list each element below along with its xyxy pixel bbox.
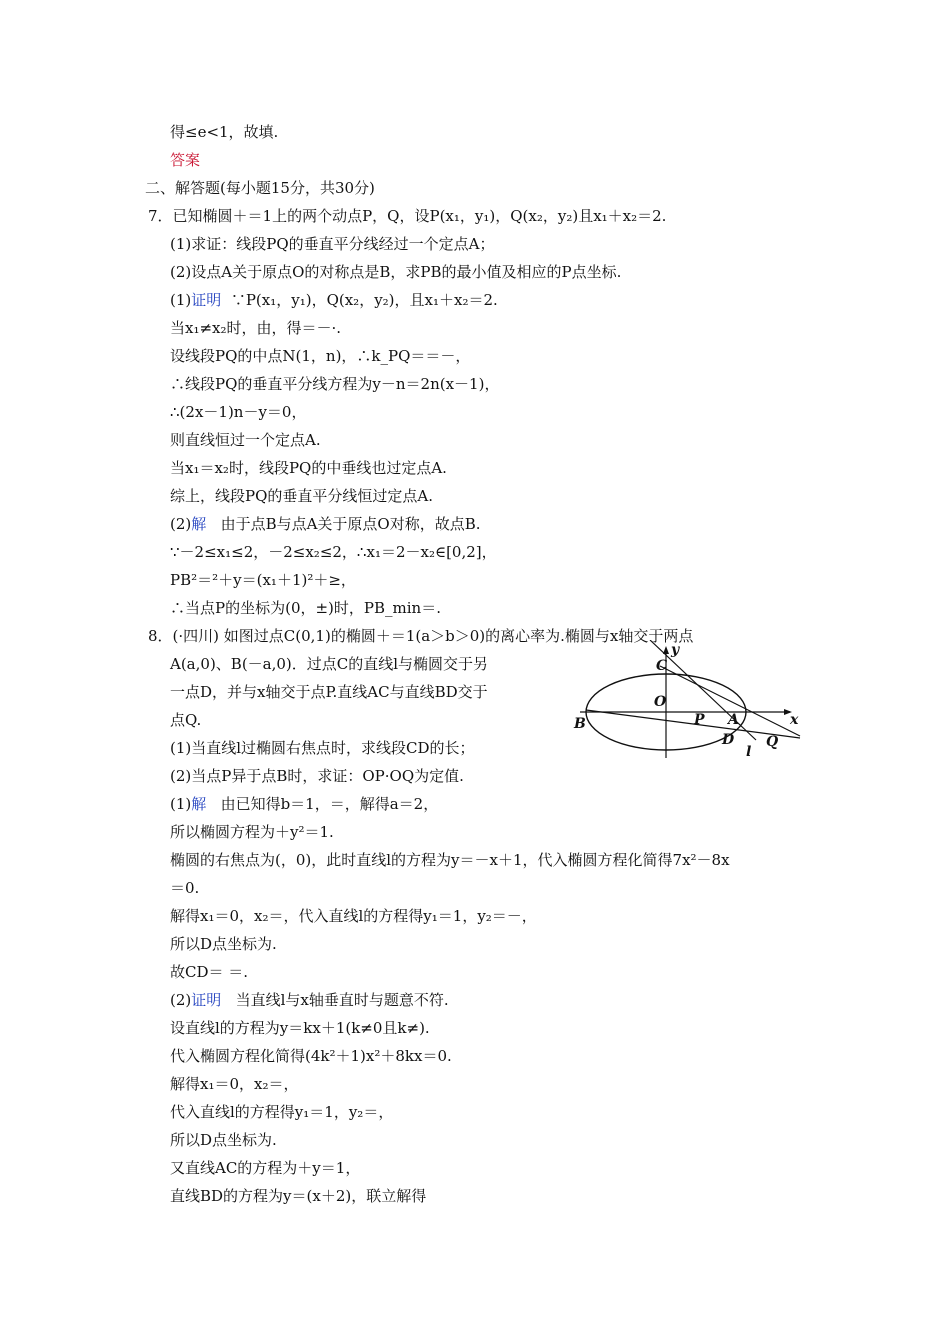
label-x: x: [790, 712, 799, 728]
text-line: 又直线AC的方程为＋y＝1，: [170, 1159, 361, 1177]
text-line: 得≤e<1，故填.: [170, 123, 279, 141]
text-line: 一点D，并与x轴交于点P.直线AC与直线BD交于: [170, 683, 488, 701]
text-line: (2)设点A关于原点O的对称点是B，求PB的最小值及相应的P点坐标.: [170, 263, 622, 281]
solution-line: (1)解 由已知得b＝1，＝，解得a＝2，: [170, 795, 439, 813]
text-line: 解得x₁＝0，x₂＝，: [170, 1075, 299, 1093]
problem-7-statement: 7．已知椭圆＋＝1上的两个动点P，Q，设P(x₁，y₁)，Q(x₂，y₂)且x₁＋x₂＝2.: [148, 207, 667, 225]
label-l: l: [746, 744, 752, 760]
label-p: P: [694, 712, 705, 728]
text-line: PB²＝²＋y＝(x₁＋1)²＋≥，: [170, 571, 356, 589]
text-line: 则直线恒过一个定点A.: [170, 431, 321, 449]
text-line: A(a,0)、B(－a,0)．过点C的直线l与椭圆交于另: [170, 655, 489, 673]
text-line: 点Q.: [170, 711, 202, 729]
text-line: (2)当点P异于点B时，求证：OP·OQ为定值.: [170, 767, 464, 785]
ellipse-figure: [568, 640, 808, 760]
text-line: ∵－2≤x₁≤2，－2≤x₂≤2，∴x₁＝2－x₂∈[0,2]，: [170, 543, 497, 561]
solution-tag: 解: [191, 515, 207, 533]
label-d: D: [722, 732, 735, 748]
text-line: 所以椭圆方程为＋y²＝1.: [170, 823, 334, 841]
text-line: ∴当点P的坐标为(0，±)时，PB_min＝.: [170, 599, 441, 617]
label-q: Q: [766, 734, 779, 750]
problem-8-statement: 8．(·四川) 如图过点C(0,1)的椭圆＋＝1(a＞b＞0)的离心率为.椭圆与x轴交于两点: [148, 627, 694, 645]
text-line: (1)求证：线段PQ的垂直平分线经过一个定点A；: [170, 235, 495, 253]
text-line: 当x₁≠x₂时，由，得＝－·.: [170, 319, 342, 337]
solution-tag: 解: [191, 795, 207, 813]
label-a: A: [728, 712, 739, 728]
text-line: 设直线l的方程为y＝kx＋1(k≠0且k≠).: [170, 1019, 430, 1037]
proof-line: (1)证明 ∵P(x₁，y₁)，Q(x₂，y₂)，且x₁＋x₂＝2.: [170, 291, 498, 309]
proof-tag: 证明: [191, 991, 222, 1009]
label-o: O: [654, 694, 667, 710]
text-line: 解得x₁＝0，x₂＝，代入直线l的方程得y₁＝1，y₂＝－，: [170, 907, 537, 925]
text-line: 代入椭圆方程化简得(4k²＋1)x²＋8kx＝0.: [170, 1047, 452, 1065]
text-line: (1)当直线l过椭圆右焦点时，求线段CD的长；: [170, 739, 475, 757]
text-line: 代入直线l的方程得y₁＝1，y₂＝，: [170, 1103, 394, 1121]
text-line: 当x₁＝x₂时，线段PQ的中垂线也过定点A.: [170, 459, 447, 477]
answer-label: 答案: [170, 151, 201, 169]
text-line: ∴线段PQ的垂直平分线方程为y－n＝2n(x－1)，: [170, 375, 500, 393]
proof-tag: 证明: [191, 291, 222, 309]
text-line: 设线段PQ的中点N(1，n)，∴k_PQ＝＝－，: [170, 347, 471, 365]
label-y: y: [671, 642, 680, 658]
proof-line: (2)证明 当直线l与x轴垂直时与题意不符.: [170, 991, 449, 1009]
solution-line: (2)解 由于点B与点A关于原点O对称，故点B.: [170, 515, 481, 533]
section-heading: 二、解答题(每小题15分，共30分): [145, 179, 375, 197]
text-line: 直线BD的方程为y＝(x＋2)，联立解得: [170, 1187, 427, 1205]
text-line: 所以D点坐标为.: [170, 1131, 277, 1149]
label-b: B: [574, 716, 586, 732]
text-line: 故CD＝ ＝.: [170, 963, 249, 981]
text-line: 椭圆的右焦点为(，0)，此时直线l的方程为y＝－x＋1，代入椭圆方程化简得7x²－8x: [170, 851, 730, 869]
text-line: ∴(2x－1)n－y＝0，: [170, 403, 307, 421]
text-line: 综上，线段PQ的垂直平分线恒过定点A.: [170, 487, 433, 505]
text-line: ＝0.: [170, 879, 200, 897]
text-line: 所以D点坐标为.: [170, 935, 277, 953]
label-c: C: [656, 658, 668, 674]
